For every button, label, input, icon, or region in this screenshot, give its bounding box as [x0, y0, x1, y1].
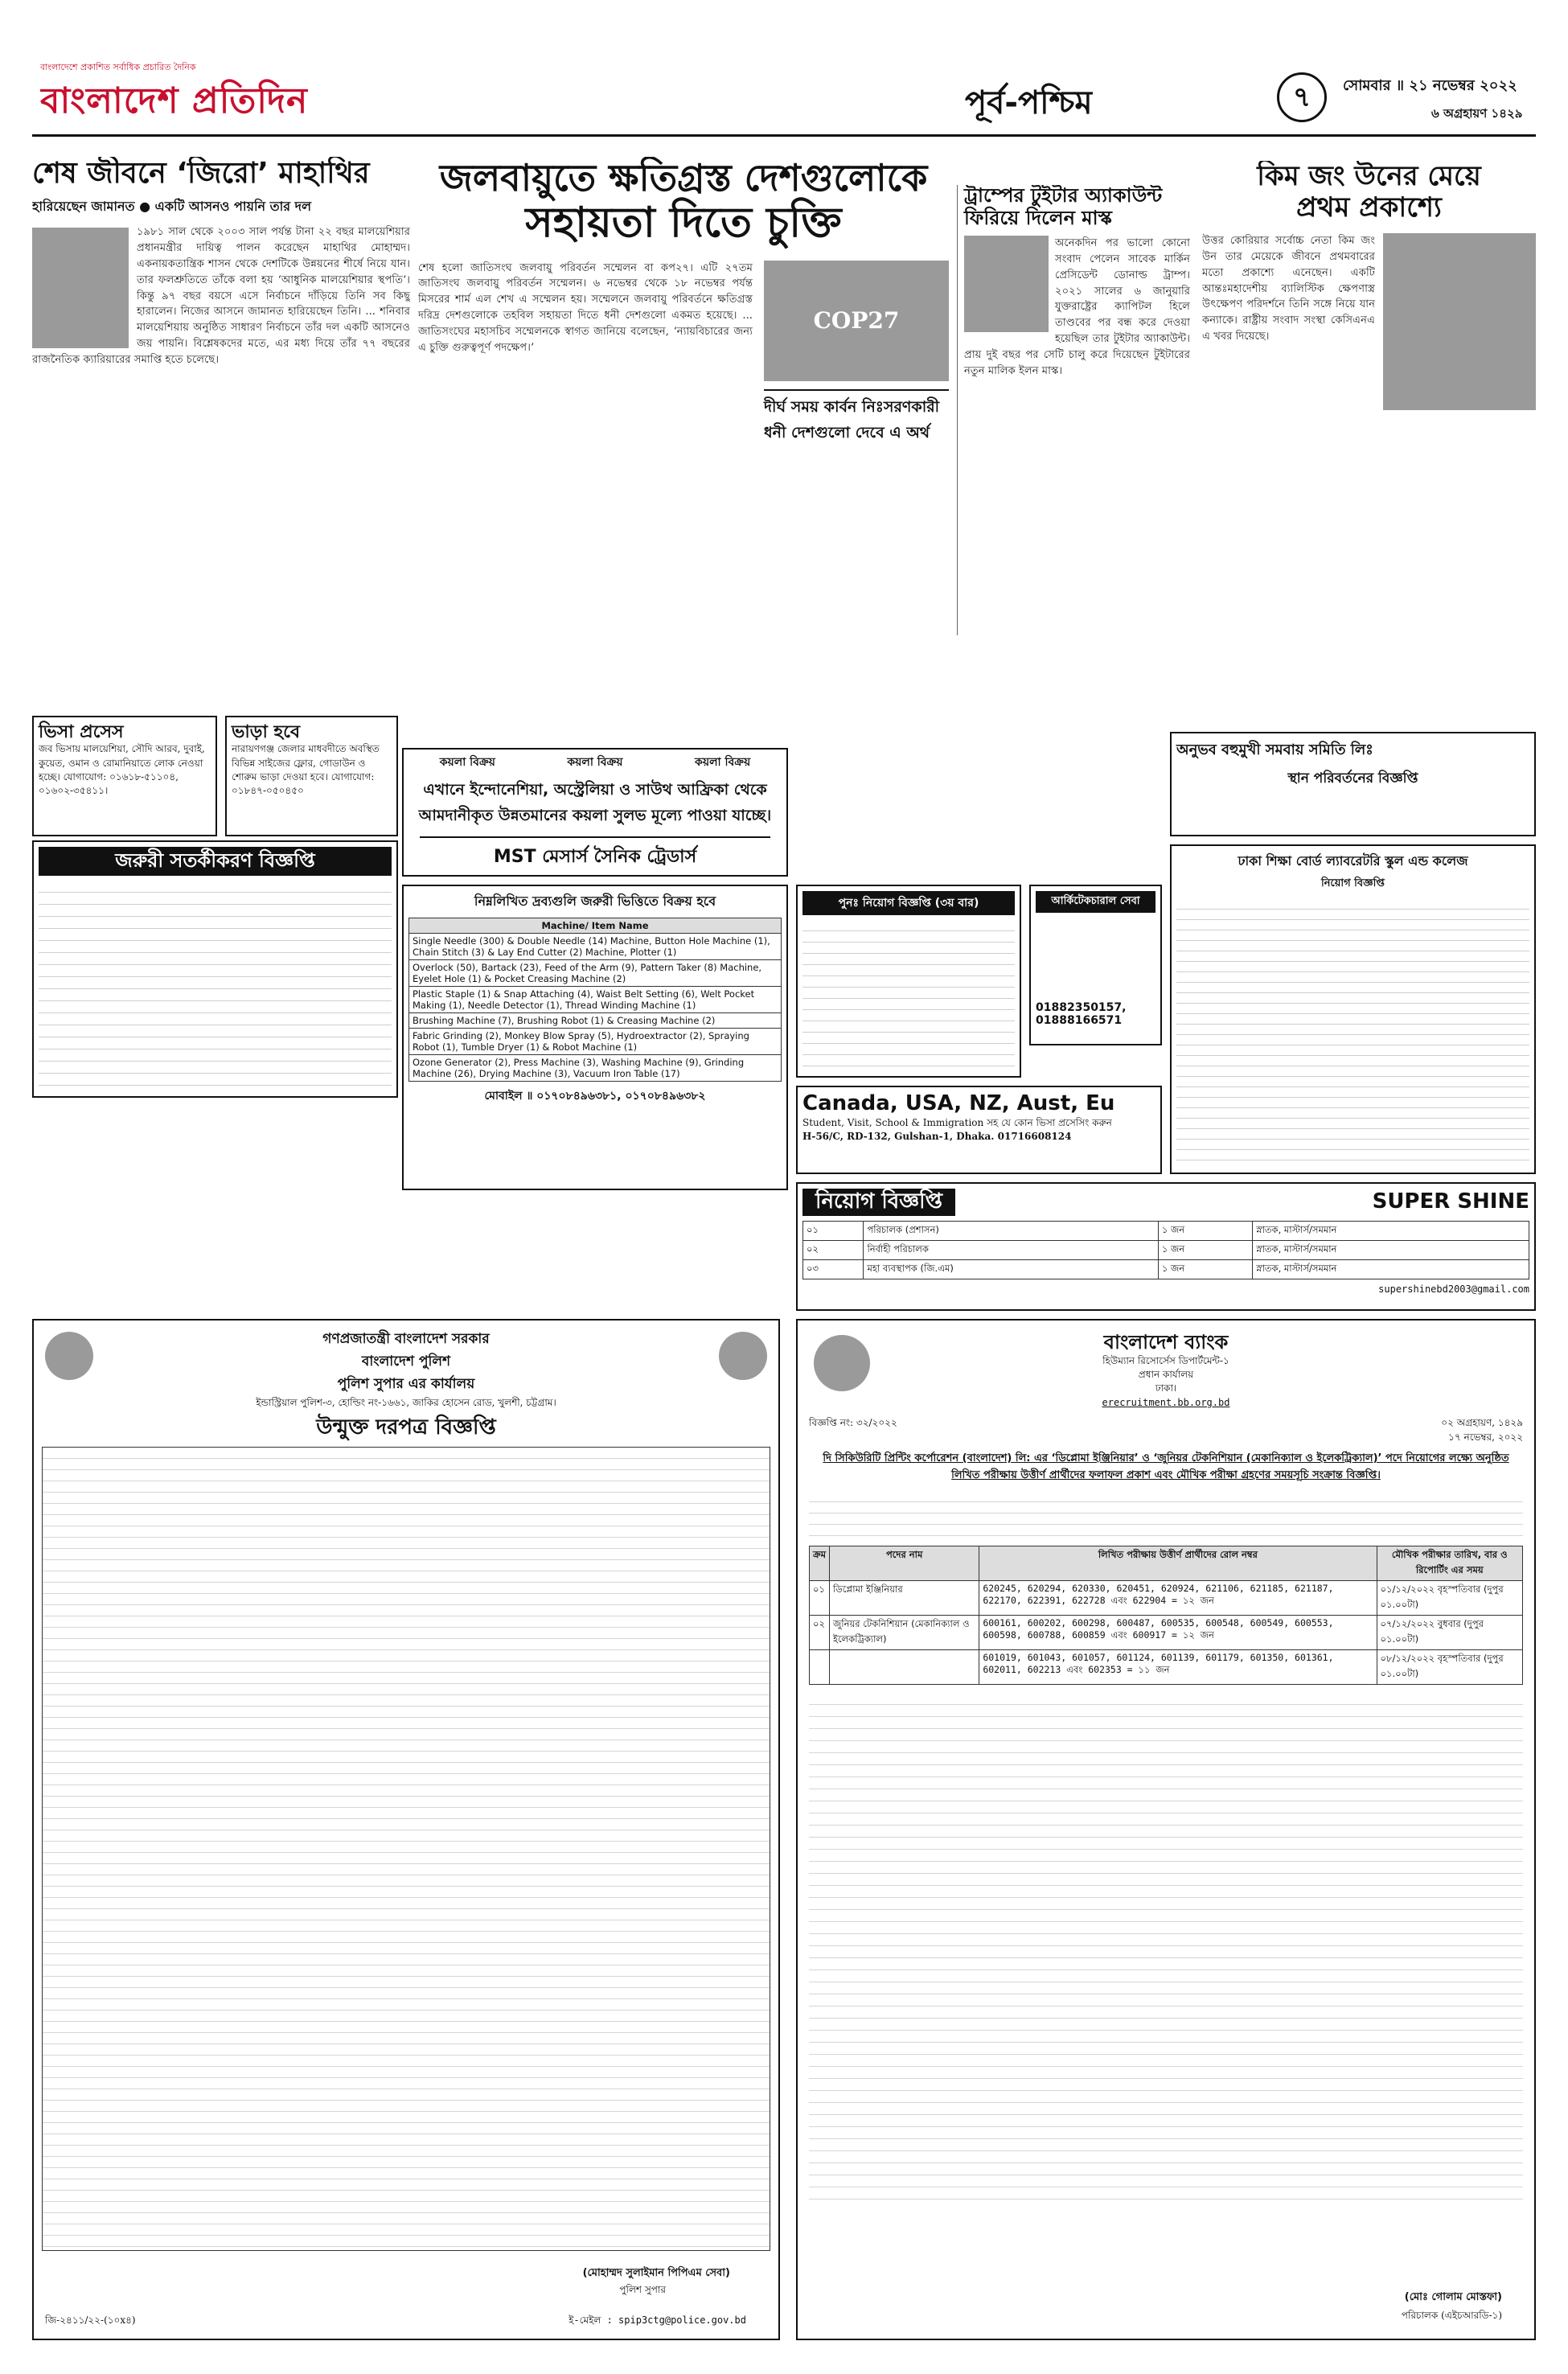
canada-title: Canada, USA, NZ, Aust, Eu — [802, 1091, 1115, 1115]
police-office: পুলিশ সুপার এর কার্যালয় — [337, 1376, 475, 1392]
bank-logo-icon — [814, 1335, 870, 1391]
coop-title: অনুভব বহুমুখী সমবায় সমিতি লিঃ — [1176, 741, 1373, 758]
ad-urgent-notice — [32, 840, 398, 1098]
sale-item: Overlock (50), Bartack (23), Feed of the Arm (9), Pattern Taker (8) Machine, Eyelet Hole (1) & Pocket Creasing Machine (2) — [409, 960, 782, 987]
bank-row-post: জুনিয়র টেকনিশিয়ান (মেকানিক্যাল ও ইলেকট্রিক্যাল) — [830, 1615, 979, 1649]
bank-row-date: ০৮/১২/২০২২ বৃহস্পতিবার (দুপুর ০১.০০টা) — [1377, 1649, 1522, 1684]
ss-row-count: ১ জন — [1158, 1221, 1252, 1240]
canada-contact: H-56/C, RD-132, Gulshan-1, Dhaka. 01716608124 — [802, 1131, 1072, 1143]
ad-rent — [225, 716, 398, 836]
story-headline: জলবায়ুতে ক্ষতিগ্রস্ত দেশগুলোকে — [439, 157, 928, 199]
page-number: ৭ — [1277, 72, 1327, 122]
visa-title: ভিসা প্রসেস — [39, 722, 124, 742]
school-body — [1176, 899, 1529, 1164]
visa-body: জব ভিসায় মালয়েশিয়া, সৌদি আরব, দুবাই, কুয়েত, ওমান ও রোমানিয়াতে লোক নেওয়া হচ্ছে। যোগাযোগ: ০১৬১৮-৫১১০৪, ০১৬০২-৩৫৪১১। — [39, 743, 205, 797]
coal-header-2: কয়লা বিক্রয় — [567, 756, 623, 769]
bank-office: প্রধান কার্যালয় — [1138, 1368, 1194, 1380]
masthead-tagline: বাংলাদেশে প্রকাশিত সর্বাধিক প্রচারিত দৈনিক — [40, 62, 196, 72]
story-body: শেষ হলো জাতিসংঘ জলবায়ু পরিবর্তন সম্মেলন বা কপ২৭। এটি ২৭তম জাতিসংঘ জলবায়ু পরিবর্তন সম্মেলন। ৬ নভেম্বর থেকে ১৮ নভেম্বর পর্যন্ত মিসরের শার্ম এল শেখ এ সম্মেলন হয়। সম্মেলনে জলবায়ু পরিবর্তনে ক্ষতিগ্রস্ত দরিদ্র দেশগুলোকে তহবিল সহায়তা দিতে ধনী দেশগুলো একমত হয়েছে। ... জাতিসংঘের মহাসচিব সম্মেলনকে স্বাগত জানিয়ে বলেছেন, ‘ন্যায়বিচারের জন্য এ চুক্তি গুরুত্বপূর্ণ পদক্ষেপ।’ — [418, 261, 753, 354]
sale-table-head: Machine/ Item Name — [409, 918, 782, 934]
bank-row-no: ০১ — [810, 1580, 830, 1615]
header-date-bangla: ৬ অগ্রহায়ণ ১৪২৯ — [1431, 106, 1523, 121]
bank-date1: ০২ অগ্রহায়ণ, ১৪২৯ — [1441, 1417, 1523, 1429]
bank-row-date: ০৭/১২/২০২২ বুধবার (দুপুর ০১.০০টা) — [1377, 1615, 1522, 1649]
supershine-table — [802, 1221, 1529, 1279]
story-headline: ট্রাম্পের টুইটার অ্যাকাউন্ট ফিরিয়ে দিলেন মাস্ক — [964, 185, 1163, 229]
sale-item: Fabric Grinding (2), Monkey Blow Spray (5), Hydroextractor (2), Spraying Robot (1), Tumble Dryer (1) & Robot Machine (1) — [409, 1029, 782, 1055]
ss-row-post: নির্বাহী পরিচালক — [864, 1240, 1158, 1259]
kim-photo — [1383, 233, 1536, 410]
story-body: অনেকদিন পর ভালো কোনো সংবাদ পেলেন সাবেক মার্কিন প্রেসিডেন্ট ডোনাল্ড ট্রাম্প। ২০২১ সালের ৬ জানুয়ারি যুক্তরাষ্ট্রের ক্যাপিটল হিলে তাণ্ডবের পর বন্ধ করে দেওয়া হয়েছিল তার টুইটার অ্যাকাউন্ট। প্রায় দুই বছর পর সেটি চালু করে দিয়েছেন টুইটারের নতুন মালিক ইলন মাস্ক। — [964, 237, 1190, 377]
story-headline-line2: প্রথম প্রকাশ্যে — [1296, 191, 1442, 224]
school-title: ঢাকা শিক্ষা বোর্ড ল্যাবরেটরি স্কুল এন্ড কলেজ — [1238, 853, 1468, 869]
bank-name: বাংলাদেশ ব্যাংক — [1103, 1331, 1229, 1353]
bank-row-rolls: 620245, 620294, 620330, 620451, 620924, 621106, 621185, 621187, 622170, 622391, 622728 এবং 622904 = ১২ জন — [979, 1580, 1377, 1615]
sale-item: Plastic Staple (1) & Snap Attaching (4), Waist Belt Setting (6), Welt Pocket Making (1), Needle Detector (1), Thread Winding Machine (1) — [409, 987, 782, 1013]
story-mahathir — [32, 157, 410, 704]
bank-th-no: ক্রম — [810, 1546, 830, 1580]
mahathir-photo — [32, 228, 129, 348]
rent-body: নারায়ণগঞ্জ জেলার মাধবদীতে অবস্থিত বিভিন্ন সাইজের ফ্লোর, গোডাউন ও শোরুম ভাড়া দেওয়া হবে। যোগাযোগ: ০১৮৪৭-০৫০৪৫০ — [232, 743, 380, 797]
coop-sub: স্থান পরিবর্তনের বিজ্ঞপ্তি — [1287, 770, 1418, 787]
ad-canada — [796, 1086, 1162, 1174]
ss-row-post: পরিচালক (প্রশাসন) — [864, 1221, 1158, 1240]
trump-photo — [964, 236, 1049, 332]
police-gov: গণপ্রজাতন্ত্রী বাংলাদেশ সরকার — [322, 1331, 490, 1347]
ad-coal — [402, 748, 788, 877]
bank-city: ঢাকা। — [1155, 1382, 1177, 1394]
police-signatory: (মোহাম্মদ সুলাইমান পিপিএম সেবা) — [582, 2267, 730, 2279]
supershine-email: supershinebd2003@gmail.com — [1378, 1283, 1529, 1295]
story-headline: শেষ জীবনে ‘জিরো’ মাহাথির — [32, 157, 370, 190]
bank-row-no — [810, 1649, 830, 1684]
bank-dept: হিউম্যান রিসোর্সেস ডিপার্টমেন্ট-১ — [1102, 1354, 1229, 1366]
story-twitter — [957, 185, 1190, 635]
pull-quote: দীর্ঘ সময় কার্বন নিঃসরণকারী ধনী দেশগুলো দেবে এ অর্থ — [764, 389, 949, 447]
bank-intro — [809, 1491, 1523, 1539]
supershine-logo: SUPER SHINE — [1372, 1189, 1529, 1214]
bank-website[interactable]: erecruitment.bb.org.bd — [1102, 1396, 1230, 1408]
police-email: ই-মেইল : spip3ctg@police.gov.bd — [569, 2314, 746, 2326]
rent-title: ভাড়া হবে — [232, 722, 301, 742]
ad-jobs-notice — [796, 885, 1021, 1078]
ad-architect — [1029, 885, 1162, 1045]
bank-th-post: পদের নাম — [830, 1546, 979, 1580]
sale-item: Ozone Generator (2), Press Machine (3), Washing Machine (9), Grinding Machine (26), Drying Machine (3), Vacuum Iron Table (17) — [409, 1055, 782, 1082]
cop27-photo: COP27 — [764, 261, 949, 381]
ad-school — [1170, 844, 1536, 1174]
gov-emblem-icon — [45, 1332, 93, 1380]
bank-row-no: ০২ — [810, 1615, 830, 1649]
jobs-notice-body — [802, 920, 1015, 1073]
bank-row-rolls: 600161, 600202, 600298, 600487, 600535, 600548, 600549, 600553, 600598, 600788, 600859 এবং 600917 = ১২ জন — [979, 1615, 1377, 1649]
ss-row-no: ০৩ — [803, 1259, 864, 1279]
story-headline: কিম জং উনের মেয়ে — [1257, 161, 1481, 192]
sale-item: Brushing Machine (7), Brushing Robot (1) & Creasing Machine (2) — [409, 1013, 782, 1029]
story-kim — [1202, 161, 1536, 676]
coal-brand: MST মেসার্স সৈনিক ট্রেডার্স — [420, 836, 770, 873]
ss-row-post: মহা ব্যবস্থাপক (জি.এম) — [864, 1259, 1158, 1279]
story-body: ১৯৮১ সাল থেকে ২০০৩ সাল পর্যন্ত টানা ২২ বছর মালয়েশিয়ার প্রধানমন্ত্রীর দায়িত্ব পালন করেছেন মাহাথির মোহাম্মদ। একনায়কতান্ত্রিক শাসন থেকে দেশটিকে উন্নয়নের শীর্ষে নিয়ে যান। তার ফলশ্রুতিতে তাঁকে বলা হয় ‘আধুনিক মালয়েশিয়ার স্থপতি’। কিন্তু ৯৭ বছর বয়সে এসে নির্বাচনে দাঁড়িয়ে তিনি সব কিছু হারালেন। নিজের আসনে জামানত হারিয়েছেন তিনি। ... শনিবার মালয়েশিয়ায় অনুষ্ঠিত সাধারণ নির্বাচনে তাঁর দল একটি আসনেও জয় পায়নি। বিশ্লেষকদের মতে, এর মধ্য দিয়ে তাঁর ৭৭ বছরের রাজনৈতিক ক্যারিয়ারের সমাপ্তি হতে চলেছে। — [32, 226, 410, 366]
story-climate — [418, 157, 949, 680]
bank-row-rolls: 601019, 601043, 601057, 601124, 601139, 601179, 601350, 601361, 602011, 602213 এবং 602353 = ১১ জন — [979, 1649, 1377, 1684]
sale-item: Single Needle (300) & Double Needle (14) Machine, Button Hole Machine (1), Chain Stitch (3) & Lay End Cutter (2) Machine, Plotter (1) — [409, 934, 782, 960]
sale-footer: মোবাইল ॥ ০১৭০৮৪৯৬৩৮১, ০১৭০৮৪৯৬৩৮২ — [484, 1090, 706, 1103]
bank-signatory: (মোঃ গোলাম মোস্তফা) — [1404, 2291, 1502, 2303]
ad-visa — [32, 716, 217, 836]
urgent-body — [39, 881, 392, 1090]
ss-row-count: ১ জন — [1158, 1240, 1252, 1259]
police-footer-code: জি-২৪১১/২২-(১০x৪) — [45, 2314, 136, 2326]
niyog-title: নিয়োগ বিজ্ঞপ্তি — [802, 1189, 955, 1216]
school-sub: নিয়োগ বিজ্ঞপ্তি — [1321, 877, 1385, 889]
story-subhead: হারিয়েছেন জামানত ● একটি আসনও পায়নি তার দল — [32, 199, 311, 215]
bank-ref: বিজ্ঞপ্তি নং: ৩২/২০২২ — [809, 1417, 897, 1429]
coal-header-1: কয়লা বিক্রয় — [439, 756, 495, 769]
urgent-title: জরুরী সতর্কীকরণ বিজ্ঞপ্তি — [39, 847, 392, 876]
police-title: উন্মুক্ত দরপত্র বিজ্ঞপ্তি — [316, 1415, 496, 1440]
section-title: পূর্ব-পশ্চিম — [965, 84, 1093, 121]
bank-th-rolls: লিখিত পরীক্ষায় উত্তীর্ণ প্রার্থীদের রোল নম্বর — [979, 1546, 1377, 1580]
bank-date2: ১৭ নভেম্বর, ২০২২ — [1448, 1431, 1523, 1443]
coal-text: এখানে ইন্দোনেশিয়া, অস্ট্রেলিয়া ও সাউথ আফ্রিকা থেকে আমদানীকৃত উন্নতমানের কয়লা সুলভ মূল্যে পাওয়া যাচ্ছে। — [418, 781, 772, 824]
sale-table — [408, 918, 782, 1082]
coal-header-3: কয়লা বিক্রয় — [695, 756, 751, 769]
bank-row-post — [830, 1649, 979, 1684]
bank-conditions — [809, 1693, 1523, 2208]
bank-title: দি সিকিউরিটি প্রিন্টিং কর্পোরেশন (বাংলাদেশ) লি: এর ‘ডিপ্লোমা ইঞ্জিনিয়ার’ ও ‘জুনিয়র টেকনিশিয়ান (মেকানিক্যাল ও ইলেকট্রিক্যাল)’ পদে নিয়োগের লক্ষ্যে অনুষ্ঠিত লিখিত পরীক্ষায় উত্তীর্ণ প্রার্থীদের ফলাফল প্রকাশ এবং মৌখিক পরীক্ষা গ্রহণের সময়সূচি সংক্রান্ত বিজ্ঞপ্তি। — [823, 1452, 1509, 1481]
ss-row-qual: স্নাতক, মাস্টার্স/সমমান — [1253, 1259, 1529, 1279]
ss-row-count: ১ জন — [1158, 1259, 1252, 1279]
arch-phones: 01882350157, 01888166571 — [1036, 1001, 1127, 1027]
bank-notice — [796, 1319, 1536, 2340]
police-dept: বাংলাদেশ পুলিশ — [361, 1353, 451, 1370]
masthead-logo: বাংলাদেশ প্রতিদিন — [40, 80, 309, 121]
story-headline-line2: সহায়তা দিতে চুক্তি — [525, 198, 842, 247]
jobs-notice-title: পুনঃ নিয়োগ বিজ্ঞপ্তি (৩য় বার) — [802, 891, 1015, 915]
police-address: ইন্ডাস্ট্রিয়াল পুলিশ-৩, হোল্ডিং নং-১৬৬১, জাকির হোসেন রোড, খুলশী, চট্টগ্রাম। — [256, 1397, 556, 1408]
header-date: সোমবার ॥ ২১ নভেম্বর ২০২২ — [1343, 77, 1517, 94]
arch-title: আর্কিটেকচারাল সেবা — [1036, 891, 1155, 913]
ss-row-qual: স্নাতক, মাস্টার্স/সমমান — [1253, 1240, 1529, 1259]
ss-row-no: ০১ — [803, 1221, 864, 1240]
bank-table — [809, 1546, 1523, 1685]
story-body: উত্তর কোরিয়ার সর্বোচ্চ নেতা কিম জং উন তার মেয়েকে জীবনে প্রথমবারের মতো প্রকাশ্যে এনেছেন। একটি আন্তঃমহাদেশীয় ব্যালিস্টিক ক্ষেপণাস্ত্র উৎক্ষেপণ পরিদর্শনে তিনি সঙ্গে নিয়ে যান কন্যাকে। রাষ্ট্রীয় সংবাদ সংস্থা কেসিএনএ এ খবর দিয়েছে। — [1202, 235, 1375, 343]
police-sign-role: পুলিশ সুপার — [619, 2283, 666, 2295]
ad-super-shine — [796, 1182, 1536, 1311]
ad-machine-sale — [402, 885, 788, 1190]
bank-th-date: মৌখিক পরীক্ষার তারিখ, বার ও রিপোর্টিং এর সময় — [1377, 1546, 1522, 1580]
ad-coop — [1170, 732, 1536, 836]
ss-row-qual: স্নাতক, মাস্টার্স/সমমান — [1253, 1221, 1529, 1240]
ss-row-no: ০২ — [803, 1240, 864, 1259]
police-table — [42, 1447, 770, 2251]
canada-body: Student, Visit, School & Immigration সহ যে কোন ভিসা প্রসেসিং করুন — [802, 1116, 1112, 1128]
police-tender — [32, 1319, 780, 2340]
bank-sign-role: পরিচালক (এইচআরডি-১) — [1401, 2309, 1502, 2321]
bank-row-post: ডিপ্লোমা ইঞ্জিনিয়ার — [830, 1580, 979, 1615]
page-header — [32, 56, 1536, 137]
police-emblem-icon — [719, 1332, 767, 1380]
bank-row-date: ০১/১২/২০২২ বৃহস্পতিবার (দুপুর ০১.০০টা) — [1377, 1580, 1522, 1615]
sale-title: নিম্নলিখিত দ্রব্যগুলি জরুরী ভিত্তিতে বিক্রয় হবে — [474, 893, 716, 909]
